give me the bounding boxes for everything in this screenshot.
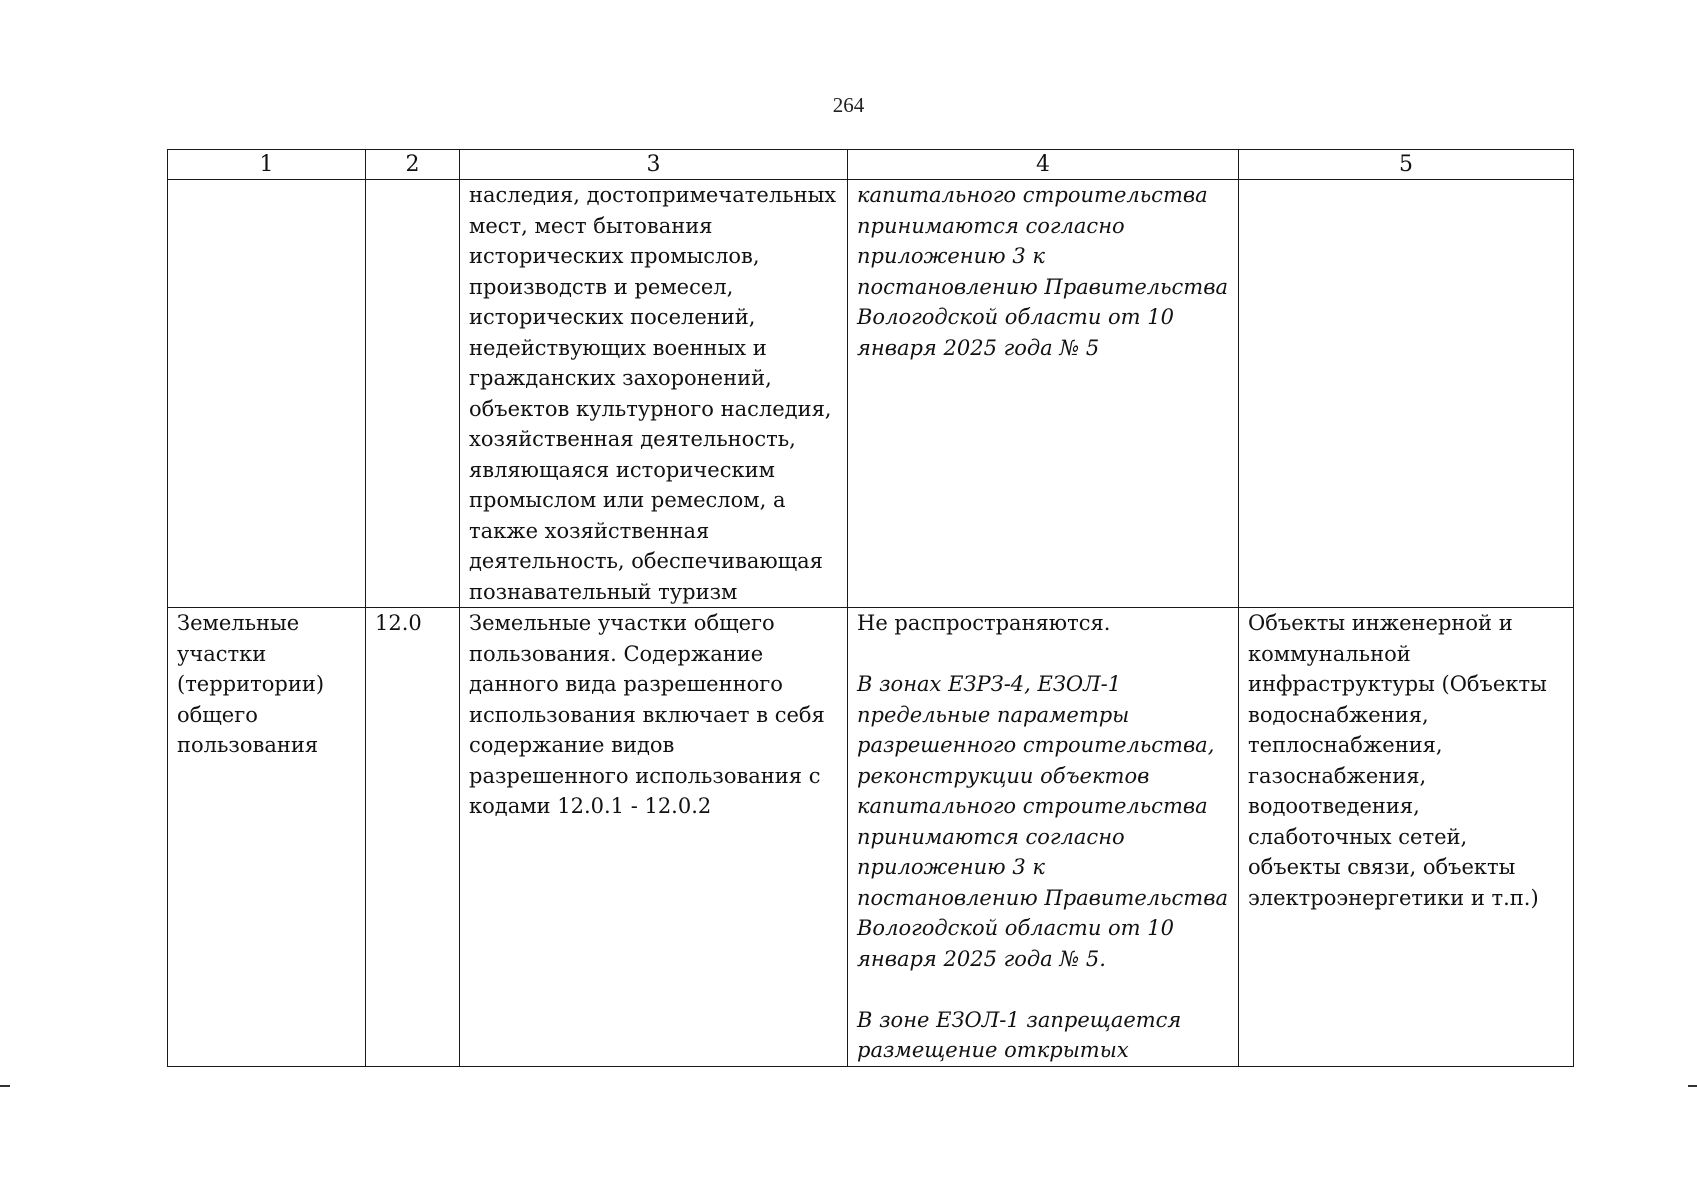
cell-use-type-code: 12.0 (366, 608, 460, 1067)
scan-edge-mark (0, 1085, 10, 1087)
cell-parameters: капитального строительства принимаются согласно приложению 3 к постановлению Правительства Вологодской области от 10 января 2025 года № 5 (848, 180, 1239, 608)
page-number: 264 (832, 93, 865, 117)
cell-use-type-code (366, 180, 460, 608)
column-header-5: 5 (1239, 150, 1574, 180)
cell-use-type-name: Земельные участки (территории) общего пользования (168, 608, 366, 1067)
column-header-4: 4 (848, 150, 1239, 180)
cell-parameters (848, 608, 1239, 1067)
cell-use-type-name (168, 180, 366, 608)
parameters-paragraph-3: В зоне ЕЗОЛ-1 запрещается размещение открытых (857, 1007, 1182, 1062)
table-row (168, 608, 1574, 1067)
cell-auxiliary-uses (1239, 180, 1574, 608)
column-header-3: 3 (460, 150, 848, 180)
column-header-2: 2 (366, 150, 460, 180)
scan-edge-mark (1688, 1085, 1697, 1087)
parameters-paragraph-1: Не распространяются. (857, 611, 1111, 635)
paragraph-gap (857, 639, 1229, 670)
cell-use-type-description: наследия, достопримечательных мест, мест бытования исторических промыслов, производств и ремесел, исторических поселений, недействующих военных и гражданских захоронений, объектов культурного наследия, хозяйственная деятельность, являющаяся историческим промыслом или ремеслом, а также хозяйственная деятельность, обеспечивающая познавательный туризм (460, 180, 848, 608)
regulations-table (167, 149, 1574, 1067)
table-header-row (168, 150, 1574, 180)
table-row (168, 180, 1574, 608)
column-header-1: 1 (168, 150, 366, 180)
paragraph-gap (857, 974, 1229, 1005)
parameters-paragraph-2: В зонах ЕЗРЗ-4, ЕЗОЛ-1 предельные параметры разрешенного строительства, реконструкции объектов капитального строительства принимаются согласно приложению 3 к постановлению Правительства Вологодской области от 10 января 2025 года № 5. (857, 672, 1228, 971)
cell-auxiliary-uses: Объекты инженерной и коммунальной инфраструктуры (Объекты водоснабжения, теплоснабжения, газоснабжения, водоотведения, слаботочных сетей, объекты связи, объекты электроэнергетики и т.п.) (1239, 608, 1574, 1067)
cell-use-type-description: Земельные участки общего пользования. Содержание данного вида разрешенного использования включает в себя содержание видов разрешенного использования с кодами 12.0.1 - 12.0.2 (460, 608, 848, 1067)
